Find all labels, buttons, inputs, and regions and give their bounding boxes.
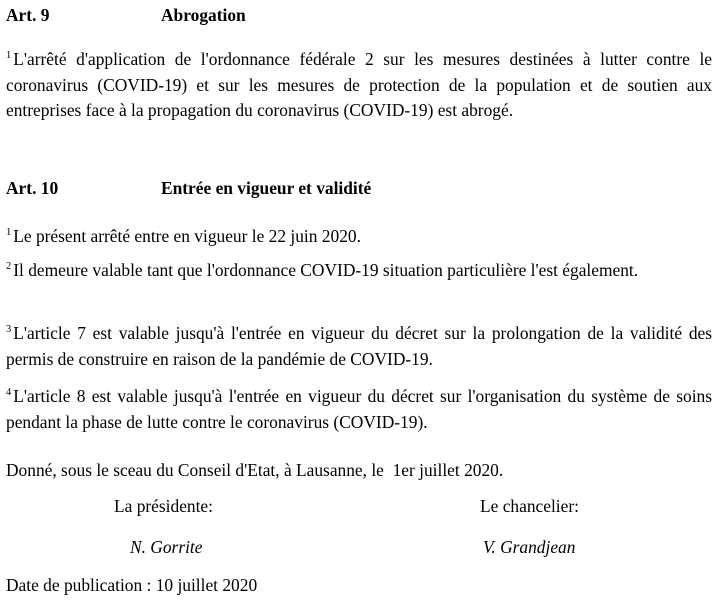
article-10-paragraph-2 <box>6 258 712 284</box>
president-name: N. Gorrite <box>130 537 203 557</box>
chancellor-name: V. Grandjean <box>483 537 576 557</box>
article-10-number: Art. 10 <box>6 178 59 198</box>
paragraph-number: 4 <box>6 387 12 398</box>
article-10-paragraph-1 <box>6 224 361 250</box>
paragraph-text: Il demeure valable tant que l'ordonnance COVID-19 situation particulière l'est également. <box>13 260 639 280</box>
paragraph-number: 1 <box>6 50 12 61</box>
paragraph-text: L'arrêté d'application de l'ordonnance fédérale 2 sur les mesures destinées à lutter contre le coronavirus (COVID-19) et sur les mesures de protection de la population et de soutien aux entreprises face à la propagation du coronavirus (COVID-19) est abrogé. <box>6 49 712 120</box>
publication-date: Date de publication : 10 juillet 2020 <box>6 575 258 595</box>
given-statement: Donné, sous le sceau du Conseil d'Etat, à Lausanne, le 1er juillet 2020. <box>6 460 504 480</box>
article-10-heading <box>6 176 371 202</box>
chancellor-label: Le chancelier: <box>480 496 579 516</box>
article-10-paragraph-3 <box>6 321 712 372</box>
paragraph-number: 1 <box>6 227 12 238</box>
article-9-paragraph-1 <box>6 47 712 124</box>
article-10-title: Entrée en vigueur et validité <box>161 178 372 198</box>
paragraph-number: 3 <box>6 324 12 335</box>
president-label: La présidente: <box>114 496 213 516</box>
paragraph-text: L'article 8 est valable jusqu'à l'entrée en vigueur du décret sur l'organisation du système de soins pendant la phase de lutte contre le coronavirus (COVID-19). <box>6 386 712 432</box>
article-10-paragraph-4 <box>6 384 712 435</box>
paragraph-text: Le présent arrêté entre en vigueur le 22 juin 2020. <box>13 226 361 246</box>
paragraph-text: L'article 7 est valable jusqu'à l'entrée en vigueur du décret sur la prolongation de la validité des permis de construire en raison de la pandémie de COVID-19. <box>6 323 712 369</box>
article-9-heading <box>6 3 246 29</box>
article-9-title: Abrogation <box>161 5 246 25</box>
article-9-number: Art. 9 <box>6 5 50 25</box>
paragraph-number: 2 <box>6 261 12 272</box>
